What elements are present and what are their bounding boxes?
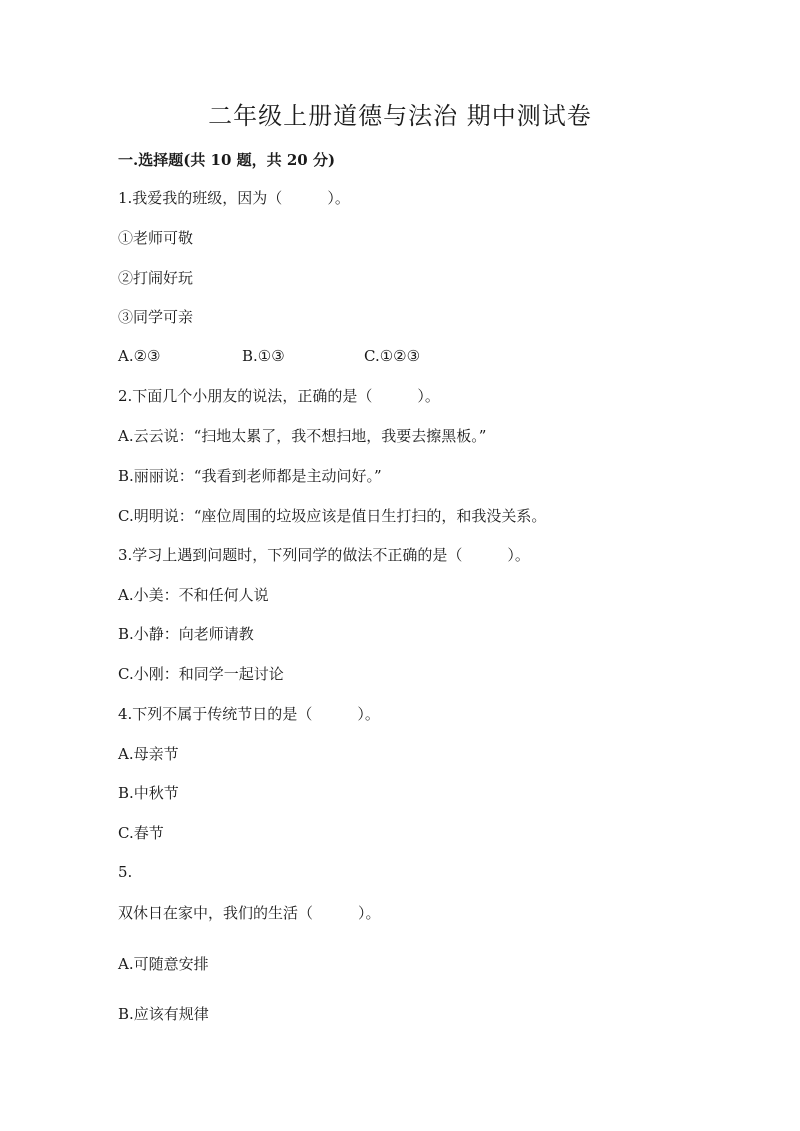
question-4-stem: 4.下列不属于传统节日的是（ ）。 — [118, 705, 380, 723]
question-2-option-c[interactable]: C.明明说：“座位周围的垃圾应该是值日生打扫的，和我没关系。 — [118, 507, 547, 525]
question-1-option-a[interactable]: A.②③ — [118, 347, 161, 365]
question-2-option-b[interactable]: B.丽丽说：“我看到老师都是主动问好。” — [118, 467, 382, 485]
page-title: 二年级上册道德与法治 期中测试卷 — [208, 102, 592, 130]
question-2-stem: 2.下面几个小朋友的说法，正确的是（ ）。 — [118, 387, 440, 405]
question-1-statement-1: ①老师可敬 — [118, 229, 194, 247]
question-5-option-b[interactable]: B.应该有规律 — [118, 1005, 209, 1023]
question-1-option-b[interactable]: B.①③ — [242, 347, 285, 365]
question-1-stem: 1.我爱我的班级，因为（ ）。 — [118, 189, 350, 207]
question-1-statement-3: ③同学可亲 — [118, 308, 194, 326]
question-3-option-a[interactable]: A.小美：不和任何人说 — [118, 586, 269, 604]
question-3-stem: 3.学习上遇到问题时，下列同学的做法不正确的是（ ）。 — [118, 546, 530, 564]
question-5-number: 5. — [118, 863, 133, 881]
question-5-option-a[interactable]: A.可随意安排 — [118, 955, 209, 973]
question-5-stem: 双休日在家中，我们的生活（ ）。 — [118, 904, 381, 922]
section-heading: 一.选择题(共 10 题，共 20 分) — [118, 151, 336, 169]
question-1-statement-2: ②打闹好玩 — [118, 269, 194, 287]
question-2-option-a[interactable]: A.云云说：“扫地太累了，我不想扫地，我要去擦黑板。” — [118, 427, 487, 445]
question-3-option-c[interactable]: C.小刚：和同学一起讨论 — [118, 665, 284, 683]
question-4-option-c[interactable]: C.春节 — [118, 824, 164, 842]
question-4-option-b[interactable]: B.中秋节 — [118, 784, 179, 802]
question-3-option-b[interactable]: B.小静：向老师请教 — [118, 625, 254, 643]
question-4-option-a[interactable]: A.母亲节 — [118, 745, 179, 763]
question-1-option-c[interactable]: C.①②③ — [364, 347, 421, 365]
